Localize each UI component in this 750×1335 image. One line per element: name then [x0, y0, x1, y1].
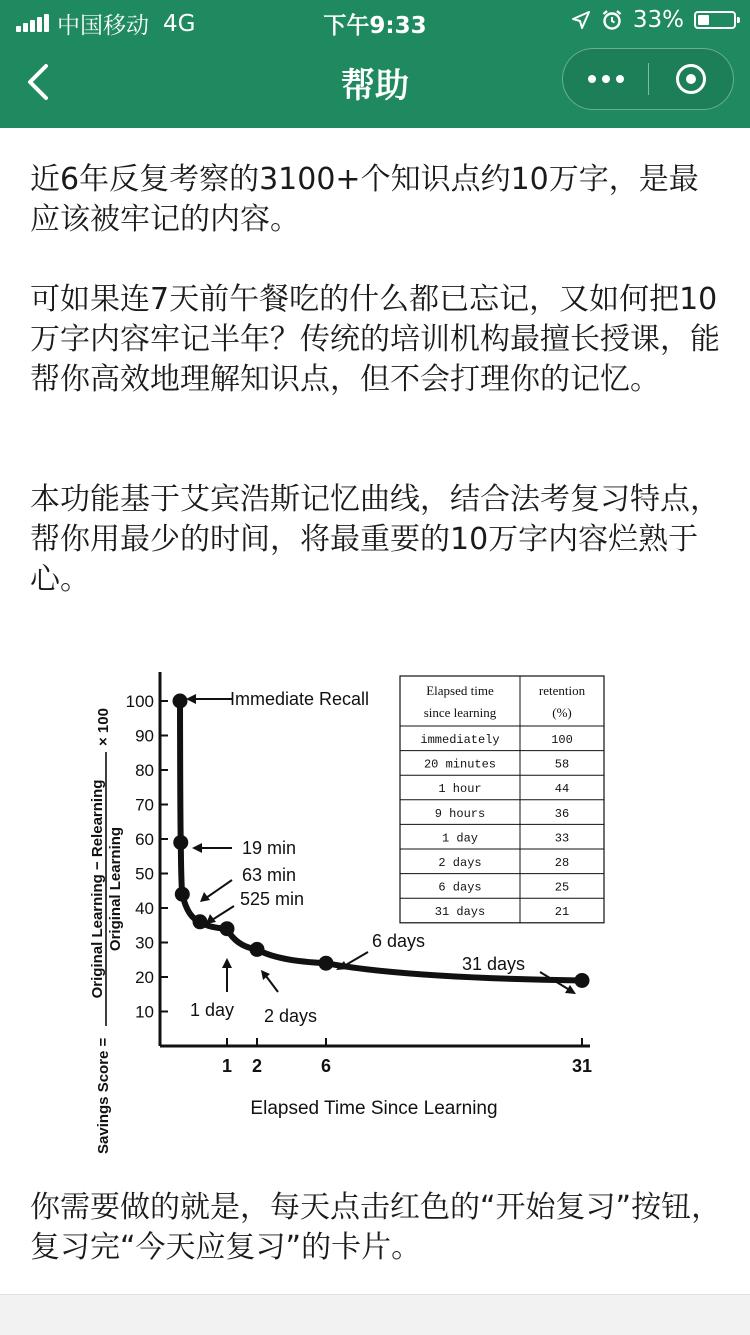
- y-tick-label: 30: [135, 933, 154, 953]
- battery-percent: 33%: [632, 7, 684, 33]
- table-cell-time: immediately: [420, 733, 500, 747]
- annotation-2-days: 2 days: [264, 1006, 318, 1026]
- table-cell-retention: 25: [554, 880, 570, 895]
- y-axis-numerator: Original Learning − Relearning: [89, 779, 106, 999]
- table-cell-retention: 36: [554, 806, 570, 821]
- forgetting-curve-chart: [82, 654, 630, 1154]
- location-icon: [571, 10, 591, 30]
- y-axis-denominator: Original Learning: [107, 826, 124, 952]
- curve-point: [250, 942, 265, 957]
- alarm-icon: [601, 9, 623, 31]
- x-ticks: [222, 1038, 592, 1076]
- y-tick-label: 80: [135, 761, 154, 780]
- table-cell-time: 2 days: [438, 856, 482, 870]
- annotation-19-min: 19 min: [242, 838, 297, 858]
- more-button[interactable]: [563, 49, 648, 109]
- annotation-1-day: 1 day: [190, 1000, 235, 1020]
- feature-paragraph: 本功能基于艾宾浩斯记忆曲线，结合法考复习特点，帮你用最少的时间，将最重要的10万字内容烂熟于心。: [30, 482, 720, 597]
- y-axis-title: [89, 708, 124, 1154]
- x-tick-label: 2: [251, 1056, 263, 1076]
- annotation-63-min: 63 min: [242, 865, 297, 885]
- annotation-6-days: 6 days: [372, 931, 426, 951]
- table-cell-time: 20 minutes: [423, 757, 497, 772]
- clock: 下午9:33: [323, 13, 427, 39]
- table-cell-time: 1 day: [441, 831, 479, 846]
- curve-point: [193, 914, 208, 929]
- y-axis-prefix: Savings Score =: [95, 1037, 112, 1154]
- battery-fill: [698, 15, 709, 25]
- table-cell-time: 6 days: [438, 880, 482, 895]
- y-tick-label: 100: [125, 692, 154, 711]
- curve-point: [173, 835, 188, 850]
- y-axis-suffix: × 100: [95, 708, 112, 746]
- x-axis-title: Elapsed Time Since Learning: [250, 1098, 498, 1119]
- intro-paragraph: 近6年反复考察的3100+个知识点约10万字，是最应该被牢记的内容。: [30, 162, 699, 237]
- y-tick-label: 50: [135, 864, 154, 884]
- table-header-cell: retention: [538, 683, 586, 698]
- y-tick-label: 70: [135, 795, 154, 815]
- y-ticks: [126, 692, 168, 1022]
- page-title: 帮助: [341, 66, 409, 106]
- curve-point: [575, 973, 590, 988]
- table-header-cell: since learning: [423, 705, 497, 720]
- curve-point: [220, 921, 235, 936]
- retention-table: [400, 676, 604, 923]
- battery-icon: [694, 11, 736, 29]
- close-button[interactable]: [649, 49, 733, 109]
- y-tick-label: 90: [135, 726, 154, 746]
- x-tick-label: 31: [571, 1056, 593, 1076]
- table-cell-retention: 21: [554, 905, 570, 920]
- table-header-cell: Elapsed time: [426, 683, 494, 698]
- y-tick-label: 60: [135, 830, 154, 849]
- x-tick-label: 1: [221, 1056, 233, 1076]
- footer-area: [0, 1294, 750, 1335]
- table-cell-retention: 44: [554, 782, 570, 797]
- network-type: 4G: [163, 10, 196, 37]
- curve-point: [319, 956, 334, 971]
- annotation-31-days: 31 days: [462, 954, 526, 974]
- annotation-525-min: 525 min: [240, 889, 305, 909]
- y-tick-label: 20: [135, 968, 154, 987]
- instruction-paragraph: 你需要做的就是，每天点击红色的“开始复习”按钮，复习完“今天应复习”的卡片。: [30, 1190, 722, 1265]
- x-tick-label: 6: [320, 1056, 332, 1076]
- carrier-name: 中国移动: [57, 13, 149, 39]
- table-cell-retention: 58: [554, 757, 570, 772]
- table-cell-retention: 100: [551, 733, 573, 747]
- y-tick-label: 40: [135, 899, 154, 918]
- table-cell-retention: 33: [554, 831, 570, 846]
- table-cell-time: 9 hours: [434, 806, 486, 821]
- app-header: [0, 0, 750, 128]
- target-ring-icon: [676, 64, 706, 94]
- problem-paragraph: 可如果连7天前午餐吃的什么都已忘记，又如何把10万字内容牢记半年？传统的培训机构最擅长授课，能帮你高效地理解知识点，但不会打理你的记忆。: [30, 282, 720, 397]
- more-dots-icon: [588, 75, 596, 83]
- table-cell-time: 31 days: [434, 905, 486, 920]
- status-right: [571, 7, 736, 33]
- annotation-immediate-recall: Immediate Recall: [230, 689, 370, 709]
- table-header-cell: (%): [552, 705, 572, 720]
- table-cell-time: 1 hour: [438, 782, 482, 797]
- status-bar: [0, 0, 750, 40]
- mini-program-capsule: [562, 48, 734, 110]
- curve-point: [173, 694, 188, 709]
- y-tick-label: 10: [135, 1002, 154, 1022]
- curve-point: [175, 887, 190, 902]
- table-cell-retention: 28: [554, 856, 570, 870]
